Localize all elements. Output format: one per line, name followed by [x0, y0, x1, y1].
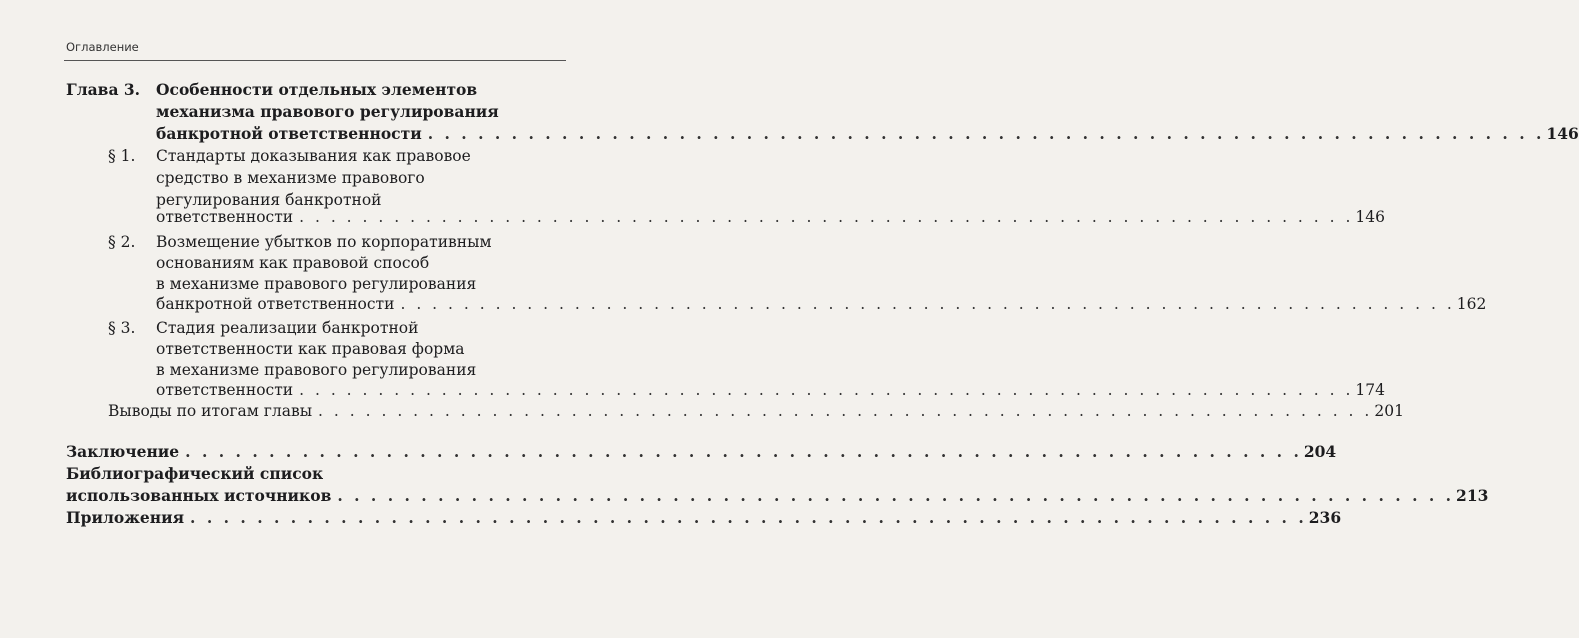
header-rule	[64, 60, 566, 61]
dot-leader: . . . . . . . . . . . . . . . . . . . . . . . . . . . . . . . . . . . . . . . . . . . . . . . . . . . . . . . . . . . . . . . . . . .	[427, 124, 1545, 143]
chapter-title-last-line	[156, 124, 1579, 144]
toc-conclusion	[66, 442, 1337, 462]
section-label: § 1.	[108, 147, 136, 165]
section-title-line: регулирования банкротной	[156, 191, 382, 209]
section-title-last-line	[156, 207, 1386, 227]
running-head: Оглавление	[66, 40, 139, 54]
page-number: 201	[1374, 402, 1404, 420]
chapter-title-line: банкротной ответственности	[156, 124, 422, 143]
section-title-line: Возмещение убытков по корпоративным	[156, 233, 492, 251]
section-title-line: основаниям как правовой способ	[156, 254, 430, 272]
page-number: 174	[1355, 381, 1386, 399]
dot-leader: . . . . . . . . . . . . . . . . . . . . . . . . . . . . . . . . . . . . . . . . . . . . . . . . . . . . . . . . . . . . . . . . . . .	[190, 508, 1307, 527]
section-title-line: в механизме правового регулирования	[156, 361, 477, 379]
section-title-last-line	[156, 294, 1487, 314]
dot-leader: . . . . . . . . . . . . . . . . . . . . . . . . . . . . . . . . . . . . . . . . . . . . . . . . . . . . . . . . . . . . . . . . . . .	[318, 402, 1373, 420]
section-title-line: в механизме правового регулирования	[156, 275, 477, 293]
section-title-line: Стадия реализации банкротной	[156, 319, 419, 337]
page-number: 204	[1303, 442, 1337, 461]
section-title-line: средство в механизме правового	[156, 169, 425, 187]
toc-chapter-conclusions	[108, 401, 1404, 421]
conclusions-title: Выводы по итогам главы	[108, 402, 313, 420]
section-title-line: ответственности	[156, 381, 294, 399]
back-matter-title: использованных источников	[66, 486, 332, 505]
section-label: § 2.	[108, 233, 136, 251]
back-matter-title: Приложения	[66, 508, 185, 527]
page-number: 146	[1546, 124, 1579, 143]
dot-leader: . . . . . . . . . . . . . . . . . . . . . . . . . . . . . . . . . . . . . . . . . . . . . . . . . . . . . . . . . . . . . . . . . . .	[185, 442, 1302, 461]
back-matter-title: Заключение	[66, 442, 180, 461]
page-number: 146	[1355, 208, 1386, 226]
dot-leader: . . . . . . . . . . . . . . . . . . . . . . . . . . . . . . . . . . . . . . . . . . . . . . . . . . . . . . . . . . . . . . . . . . .	[299, 208, 1354, 226]
dot-leader: . . . . . . . . . . . . . . . . . . . . . . . . . . . . . . . . . . . . . . . . . . . . . . . . . . . . . . . . . . . . . . . . . . .	[299, 381, 1354, 399]
chapter-title-line: Особенности отдельных элементов	[156, 80, 478, 99]
chapter-label: Глава 3.	[66, 80, 141, 99]
section-title-line: ответственности	[156, 208, 294, 226]
page-number: 236	[1308, 508, 1342, 527]
page-number: 213	[1456, 486, 1489, 505]
section-title-line: ответственности как правовая форма	[156, 340, 465, 358]
back-matter-title: Библиографический список	[66, 464, 324, 483]
section-label: § 3.	[108, 319, 136, 337]
toc-bibliography	[66, 486, 1489, 506]
section-title-line: банкротной ответственности	[156, 295, 395, 313]
page-number: 162	[1456, 295, 1487, 313]
toc-appendices	[66, 508, 1342, 528]
dot-leader: . . . . . . . . . . . . . . . . . . . . . . . . . . . . . . . . . . . . . . . . . . . . . . . . . . . . . . . . . . . . . . . . . . .	[337, 486, 1455, 505]
dot-leader: . . . . . . . . . . . . . . . . . . . . . . . . . . . . . . . . . . . . . . . . . . . . . . . . . . . . . . . . . . . . . . . . . . .	[400, 295, 1455, 313]
section-title-line: Стандарты доказывания как правовое	[156, 147, 471, 165]
chapter-title-line: механизма правового регулирования	[156, 102, 499, 121]
section-title-last-line	[156, 380, 1386, 400]
